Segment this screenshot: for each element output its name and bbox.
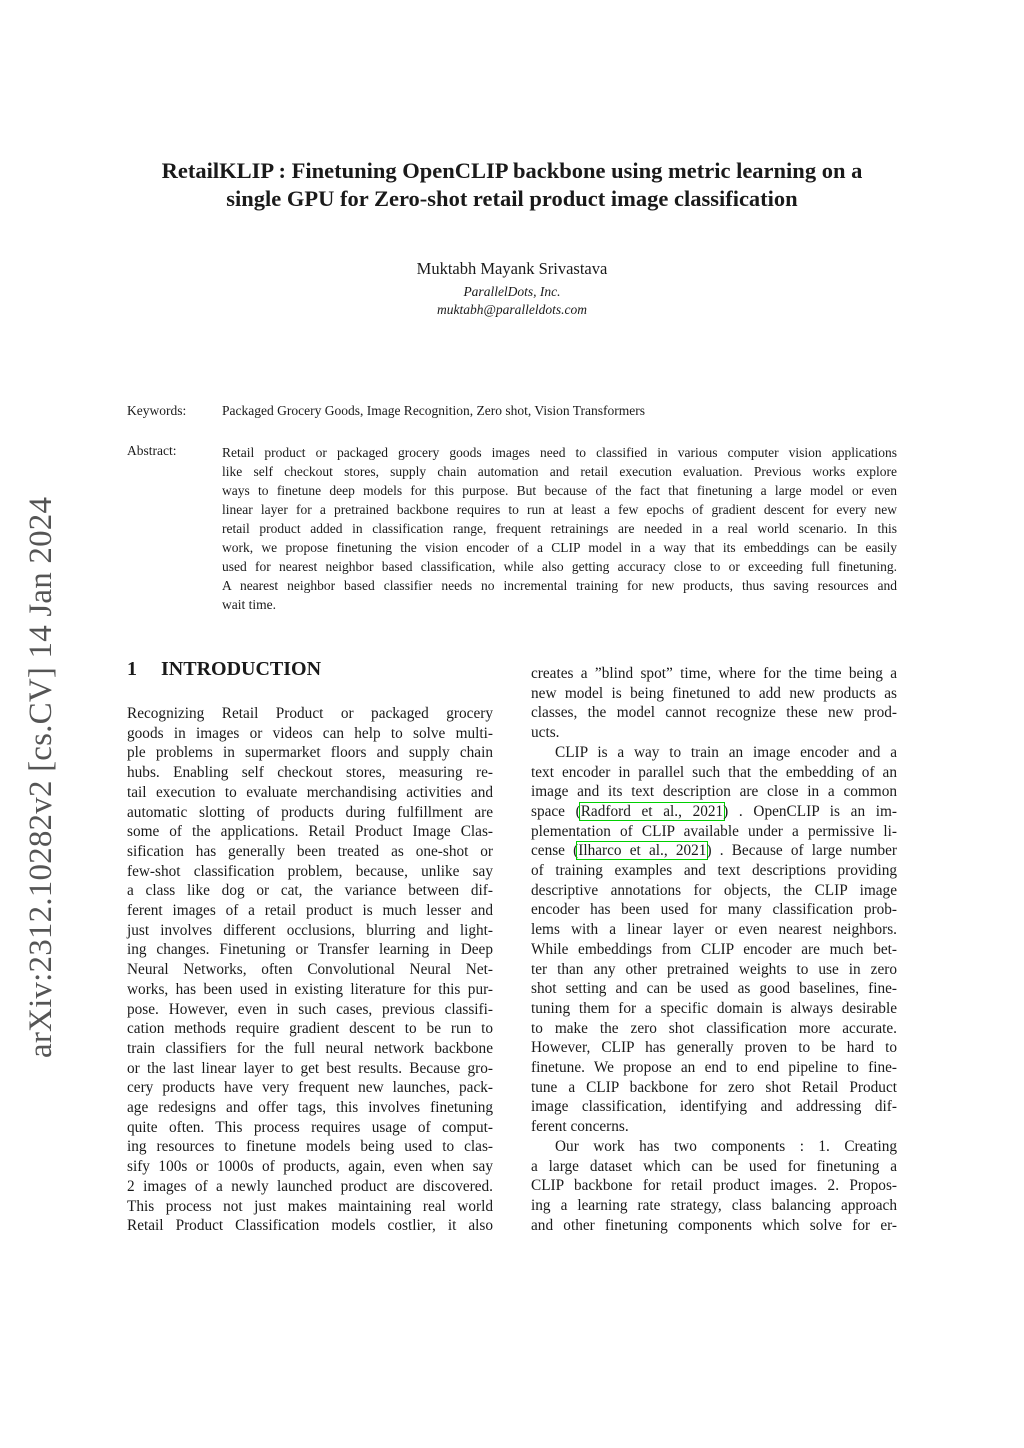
abstract-label: Abstract:: [127, 443, 177, 458]
body-line: some of the applications. Retail Product Image Clas-: [127, 823, 493, 841]
author-name: Muktabh Mayank Srivastava: [416, 259, 608, 278]
abstract-line: ways to finetune deep models for this purpose. But because of the fact that finetuning a large model or even: [222, 483, 897, 498]
title-line-1: RetailKLIP : Finetuning OpenCLIP backbone using metric learning on a: [161, 158, 863, 183]
abstract-line: wait time.: [222, 597, 276, 612]
body-line: image classification, identifying and addressing dif-: [531, 1098, 897, 1116]
author-affiliation: ParallelDots, Inc.: [463, 284, 561, 299]
cite-prefix: cense (: [531, 842, 579, 860]
citation-radford-link[interactable]: Radford et al., 2021: [580, 802, 724, 820]
body-line: a large dataset which can be used for finetuning a: [531, 1157, 897, 1175]
body-line: works, has been used in existing literature for this pur-: [127, 980, 493, 998]
body-line: descriptive annotations for objects, the CLIP image: [531, 881, 897, 899]
body-line: classes, the model cannot recognize these new prod-: [531, 704, 897, 722]
body-line: CLIP is a way to train an image encoder and a: [555, 743, 897, 761]
body-line: tail execution to evaluate merchandising activities and: [127, 783, 493, 801]
body-line: sification has generally been treated as one-shot or: [127, 842, 493, 860]
body-line: few-shot classification problem, because, unlike say: [127, 862, 493, 880]
body-line: ucts.: [531, 724, 560, 742]
keywords-label: Keywords:: [127, 403, 187, 418]
body-line: age redesigns and offer tags, this involves finetuning: [127, 1099, 493, 1116]
section-title: INTRODUCTION: [161, 658, 322, 680]
body-line: CLIP backbone for retail product images. 2. Propos-: [531, 1177, 897, 1195]
body-line: tuning them for a specific domain is always desirable: [531, 999, 897, 1017]
cite-prefix: space (: [531, 802, 581, 820]
body-line: train classifiers for the full neural network backbone: [127, 1039, 493, 1057]
abstract-line: retail product added in classification range, frequent retrainings are needed in a real world scenario. In this: [222, 521, 897, 536]
body-line: a class like dog or cat, the variance between dif-: [127, 882, 493, 900]
citation-ilharco-link[interactable]: Ilharco et al., 2021: [578, 842, 707, 860]
body-line: Our work has two components : 1. Creating: [555, 1137, 897, 1155]
abstract-line: like self checkout stores, supply chain automation and retail execution evaluation. Previous works explore: [222, 464, 897, 479]
body-line: image and its text description are close in a common: [531, 783, 897, 801]
body-line: plementation of CLIP available under a permissive li-: [531, 822, 897, 840]
body-line: ing a learning rate strategy, class balancing approach: [531, 1196, 897, 1214]
body-line: Retail Product Classification models costlier, it also: [127, 1217, 493, 1235]
body-line: pose. However, even in such cases, previous classifi-: [127, 1000, 493, 1018]
title-line-2: single GPU for Zero-shot retail product image classification: [226, 186, 798, 211]
abstract-line: linear layer for a pretrained backbone requires to run at least a few epochs of gradient descent for every new: [222, 502, 897, 517]
body-line: and other finetuning components which solve for er-: [531, 1216, 897, 1234]
body-line: Neural Networks, often Convolutional Neural Net-: [127, 961, 493, 979]
body-line: 2 images of a newly launched product are discovered.: [127, 1177, 493, 1195]
body-line-with-citation: [531, 841, 897, 861]
author-email: muktabh@paralleldots.com: [436, 302, 588, 317]
body-line: creates a ”blind spot” time, where for the time being a: [531, 665, 897, 682]
body-line: goods in images or videos can help to solve multi-: [127, 724, 493, 742]
body-line: hubs. Enabling self checkout stores, measuring re-: [127, 764, 493, 782]
body-line: ferent concerns.: [531, 1118, 629, 1136]
body-line: shot setting and can be used as good baselines, fine-: [531, 980, 897, 998]
body-line: finetune. We propose an end to end pipeline to fine-: [531, 1059, 897, 1076]
body-line: ple problems in supermarket floors and supply chain: [127, 744, 493, 762]
body-line: While embeddings from CLIP encoder are much bet-: [531, 940, 897, 958]
body-line: text encoder in parallel such that the embedding of an: [531, 763, 897, 781]
body-line: lems with a linear layer or even nearest neighbors.: [531, 921, 897, 939]
abstract-line: Retail product or packaged grocery goods images need to classified in various computer vision applications: [222, 445, 897, 460]
paper-title: [100, 157, 924, 213]
abstract-line: work, we propose finetuning the vision encoder of a CLIP model in a way that its embeddings can be easily: [222, 540, 897, 555]
body-line-with-citation: [531, 802, 897, 822]
body-line: Recognizing Retail Product or packaged grocery: [127, 705, 493, 722]
section-heading: [127, 658, 321, 681]
keywords-text: Packaged Grocery Goods, Image Recognition, Zero shot, Vision Transformers: [222, 403, 645, 418]
section-number: 1: [127, 658, 137, 680]
body-line: quite often. This process requires usage of comput-: [127, 1118, 493, 1136]
abstract-line: used for nearest neighbor based classification, while also getting accuracy close to or exceeding full finetuning.: [222, 559, 897, 574]
body-line: just involves different occlusions, blurring and light-: [127, 921, 493, 939]
body-line: sify 100s or 1000s of products, again, even when say: [127, 1158, 493, 1176]
body-line: cery products have very frequent new launches, pack-: [127, 1079, 493, 1097]
abstract-line: A nearest neighbor based classifier needs no incremental training for new products, thus saving resources and: [222, 578, 897, 593]
body-line: This process not just makes maintaining real world: [127, 1197, 493, 1215]
body-line: encoder has been used for many classification prob-: [531, 901, 897, 919]
body-line: to make the zero shot classification more accurate.: [531, 1019, 897, 1037]
body-line: ter than any other pretrained weights to use in zero: [531, 960, 897, 978]
body-line: tune a CLIP backbone for zero shot Retail Product: [531, 1078, 897, 1096]
body-line: automatic slotting of products during fulfillment are: [127, 803, 493, 821]
cite-suffix: ) . Because of large number: [706, 842, 897, 860]
body-line: of training examples and text descriptions providing: [531, 862, 897, 879]
arxiv-side-stamp: arXiv:2312.10282v2 [cs.CV] 14 Jan 2024: [23, 496, 59, 1058]
body-line: ferent images of a retail product is much lesser and: [127, 902, 493, 919]
cite-suffix: ) . OpenCLIP is an im-: [723, 802, 898, 820]
body-line: ing changes. Finetuning or Transfer learning in Deep: [127, 941, 493, 959]
body-line: or the last linear layer to get best results. Because gro-: [127, 1059, 493, 1077]
body-line: new model is being finetuned to add new products as: [531, 684, 897, 702]
body-line: ing resources to finetune models being used to clas-: [127, 1138, 493, 1156]
body-line: However, CLIP has generally proven to be hard to: [531, 1039, 897, 1057]
body-line: cation methods require gradient descent to be run to: [127, 1020, 493, 1038]
